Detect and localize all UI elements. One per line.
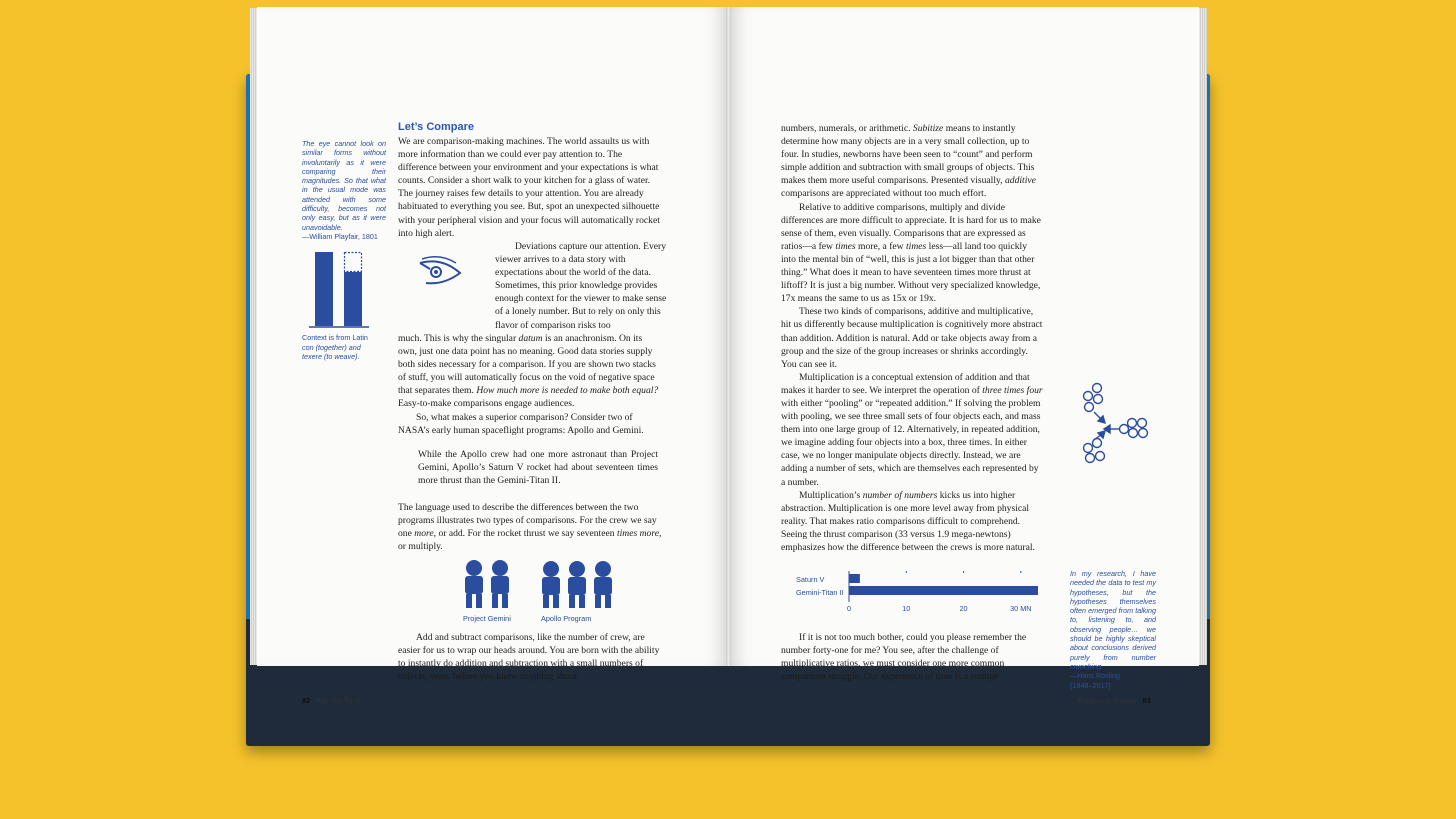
context-bars-icon [309, 250, 373, 330]
left-paragraph-1: We are comparison-making machines. The world assaults us with more information than we could ever pay attention to. The difference between your environment and your expectations is what counts. Consider a short walk to your kitchen for a glass of water. The journey raises few details to your attention. You are already habituated to everything you see. But, spot an unexpected silhouette with your peripheral vision and your focus will automatically rocket into high alert. [398, 136, 660, 239]
block-quote: While the Apollo crew had one more astronaut than Project Gemini, Apollo’s Saturn V rocket had about seventeen times more thrust than the Gemini-Titan II. [418, 449, 658, 487]
astronaut-icon [465, 560, 483, 608]
crew-astronaut-icons [460, 558, 620, 612]
chart-category-label: Saturn V [796, 575, 825, 584]
astronaut-icon [594, 561, 612, 608]
astronaut-icon [568, 561, 586, 608]
rosling-quote: In my research, I have needed the data to test my hypotheses, but the hypotheses themselves often emerged from talking to, listening to, and observing people… we should be highly skeptical about conclusions derived purely from number crunching. —Hans Rosling (1948–2017) [1070, 569, 1156, 690]
left-paragraph-5: Add and subtract comparisons, like the number of crew, are easier for us to wrap our heads around. You are born with the ability to instantly do addition and subtraction with a small numbers of objects, years before you know anything about [398, 632, 660, 683]
left-paragraph-2-wrap: Deviations capture our attention. Every viewer arrives to a data story with expectations about the world of the data. Sometimes, this prior knowledge provides enough context for the viewer to make sense of a lonely number. But to rely on only this flavor of comparison risks too [495, 241, 667, 331]
chart-tick-label: 10 [902, 604, 911, 613]
thrust-chart [790, 566, 1050, 618]
chart-tick-label: 20 [959, 604, 968, 613]
astronaut-icon [542, 561, 560, 608]
section-heading: Let’s Compare [398, 121, 475, 133]
chart-bar [849, 586, 1038, 595]
gemini-caption: Project Gemini [463, 614, 511, 623]
book-spine [726, 7, 731, 666]
eye-icon [416, 255, 464, 291]
left-paragraph-2-cont: much. This is why the singular datum is an anachronism. On its own, just one data point has no meaning. Good data stories supply both sides necessary for a comparison. If you are shown two stacks of stuff, you will automatically focus on the void of negative space that separates them. How much more is needed to make both equal? Easy-to-make comparisons engage audiences. So, what makes a superior comparison? Consider two of NASA’s early human spaceflight programs: Apollo and Gemini. [398, 333, 659, 436]
right-paragraph-6: If it is not too much bother, could you please remember the number forty-one for me? You see, after the challenge of multiplicative ratios, we must consider one more common comparison struggle. Our experience of time is a strange [781, 632, 1027, 683]
page-edge-right [1199, 8, 1207, 665]
astronaut-icon [491, 560, 509, 608]
left-folio: 82 Info We Trust [302, 696, 361, 705]
chart-tick-label: 0 [846, 604, 852, 613]
right-folio: Explore to Create 83 [1078, 696, 1151, 705]
chart-category-label: Gemini-Titan II [796, 588, 844, 597]
left-paragraph-4: The language used to describe the differences between the two programs illustrates two types of comparisons. For the crew we say one more, or add. For the rocket thrust we say seventeen times more, or multiply. [398, 502, 662, 553]
playfair-quote: The eye cannot look on similar forms without involuntarily as it were comparing their magnitudes. So that what in the usual mode was attended with some difficulty, becomes not only easy, but as it were unavoidable. —William Playfair, 1801 [302, 139, 386, 241]
right-body-text: numbers, numerals, or arithmetic. Subitize means to instantly determine how many objects are in a very small collection, up to four. In studies, newborns have been seen to “count” and perform simple addition and subtraction with small groups of objects. This makes them more useful comparisons. Presented visually, additive comparisons are appreciated without too much effort. Relative to additive comparisons, multiply and divide differences are more difficult to appreciate. It is hard for us to make sense of them, even visually. Comparisons that are expressed as ratios—a few times more, a few times less—all land too quickly into the mental bin of “well, this is just a lot bigger than that other thing.” What does it mean to have seventeen times more thrust at liftoff? It is just a big number. Without very specialized knowledge, 17x means the same to us as 15x or 19x. These two kinds of comparisons, additive and multiplicative, hit us differently because multiplication is cognitively more abstract than addition. Addition is natural. Add or take objects away from a group and the size of the group increases or shrinks accordingly. You can see it. Multiplication is a conceptual extension of addition and that makes it harder to see. We interpret the operation of three times four with either “pooling” or “repeated addition.” If solving the problem with pooling, we see three small sets of four objects each, and mass them into one large group of 12. Alternatively, in repeated addition, we imagine adding four objects into a box, three times. In either case, we no longer manipulate objects directly. Instead, we are adding a number of sets, which are themselves each represented by a number. Multiplication’s number of numbers kicks us into higher abstraction. Multiplication is one more level away from physical reality. That makes ratio comparisons difficult to comprehend. Seeing the thrust comparison (33 versus 1.9 mega-newtons) emphasizes how the difference between the crews is more natural. [781, 123, 1043, 553]
pooling-circles-icon [1078, 380, 1154, 470]
context-caption: Context is from Latin con (together) and texere (to weave). [302, 333, 368, 361]
chart-tick-label: 30 MN [1010, 604, 1032, 613]
apollo-caption: Apollo Program [541, 614, 592, 623]
chart-bar [849, 574, 860, 583]
